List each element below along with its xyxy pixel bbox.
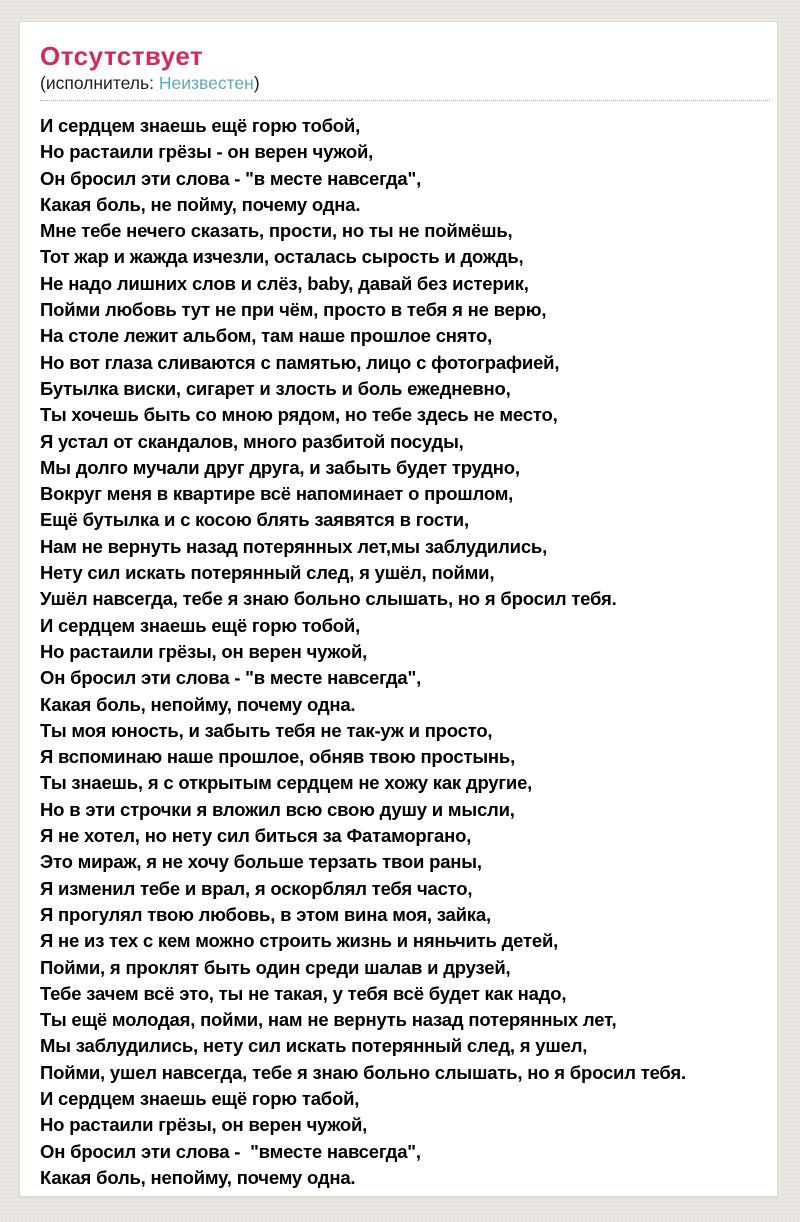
lyric-line: Пойми, ушел навсегда, тебе я знаю больно слышать, но я бросил тебя. <box>40 1061 686 1083</box>
lyric-line: Тот жар и жажда изчезли, осталась сырость и дождь, <box>40 246 524 268</box>
lyric-line: Но вот глаза сливаются с памятью, лицо с фотографией, <box>40 351 560 373</box>
lyric-line: Вокруг меня в квартире всё напоминает о прошлом, <box>40 483 514 505</box>
lyric-line: Нету сил искать потерянный след, я ушёл, пойми, <box>40 562 495 584</box>
song-header <box>40 40 770 101</box>
lyric-line: Пойми любовь тут не при чём, просто в тебя я не верю, <box>40 299 547 321</box>
lyric-line: Я устал от скандалов, много разбитой посуды, <box>40 430 464 452</box>
lyric-line: Нам не вернуть назад потерянных лет,мы заблудились, <box>40 535 548 557</box>
lyric-line: Какая боль, непойму, почему одна. <box>40 693 356 715</box>
lyric-line: Тебе зачем всё это, ты не такая, у тебя всё будет как надо, <box>40 982 567 1004</box>
lyric-line: Мы долго мучали друг друга, и забыть будет трудно, <box>40 456 520 478</box>
lyric-line: Ты моя юность, и забыть тебя не так-уж и просто, <box>40 719 493 741</box>
lyric-line: Это мираж, я не хочу больше терзать твои раны, <box>40 851 482 873</box>
lyric-line: Какая боль, не пойму, почему одна. <box>40 193 361 215</box>
lyric-line: Я не хотел, но нету сил биться за Фатаморгано, <box>40 825 472 847</box>
lyric-line: Но растаили грёзы - он верен чужой, <box>40 141 374 163</box>
lyric-line: Ты знаешь, я с открытым сердцем не хожу как другие, <box>40 772 533 794</box>
lyric-line: Ты ещё молодая, пойми, нам не вернуть назад потерянных лет, <box>40 1009 617 1031</box>
lyric-line: Я вспоминаю наше прошлое, обняв твою простынь, <box>40 746 516 768</box>
lyric-line: И сердцем знаешь ещё горю тобой, <box>40 115 361 136</box>
artist-line <box>40 72 770 95</box>
lyric-line: Ты хочешь быть со мною рядом, но тебе здесь не место, <box>40 404 558 426</box>
song-title: Отсутствует <box>40 41 204 71</box>
lyric-line: Я изменил тебе и врал, я оскорблял тебя часто, <box>40 877 473 899</box>
lyric-line: Я не из тех с кем можно строить жизнь и няньчить детей, <box>40 930 559 952</box>
lyric-line: Не надо лишних слов и слёз, baby, давай без истерик, <box>40 272 529 294</box>
artist-label-suffix: ) <box>253 73 260 93</box>
lyric-line: Мы заблудились, нету сил искать потерянный след, я ушел, <box>40 1035 588 1057</box>
lyric-line: Он бросил эти слова - "в месте навсегда", <box>40 667 422 689</box>
lyrics-card <box>19 21 778 1197</box>
lyric-line: Он бросил эти слова - "в месте навсегда", <box>40 167 422 189</box>
lyric-line: Какая боль, непойму, почему одна. <box>40 1166 356 1188</box>
lyric-line: Мне тебе нечего сказать, прости, но ты не поймёшь, <box>40 220 513 242</box>
lyrics-text <box>40 113 770 1191</box>
lyric-line: Но растаили грёзы, он верен чужой, <box>40 1114 368 1136</box>
lyric-line: Ушёл навсегда, тебе я знаю больно слышать, но я бросил тебя. <box>40 588 617 610</box>
lyric-line: Ещё бутылка и с косою блять заявятся в гости, <box>40 509 469 531</box>
lyric-line: Но растаили грёзы, он верен чужой, <box>40 640 368 662</box>
lyric-line: Но в эти строчки я вложил всю свою душу и мысли, <box>40 798 515 820</box>
artist-label: (исполнитель: <box>40 73 159 93</box>
lyric-line: Пойми, я проклят быть один среди шалав и друзей, <box>40 956 511 978</box>
lyric-line: И сердцем знаешь ещё горю тобой, <box>40 614 361 636</box>
lyric-line: Он бросил эти слова - "вместе навсегда", <box>40 1140 421 1162</box>
artist-link[interactable]: Неизвестен <box>158 73 254 93</box>
lyric-line: На столе лежит альбом, там наше прошлое снято, <box>40 325 493 347</box>
lyric-line: Я прогулял твою любовь, в этом вина моя, зайка, <box>40 903 491 925</box>
lyric-line: И сердцем знаешь ещё горю табой, <box>40 1087 360 1109</box>
lyric-line: Бутылка виски, сигарет и злость и боль ежедневно, <box>40 377 511 399</box>
